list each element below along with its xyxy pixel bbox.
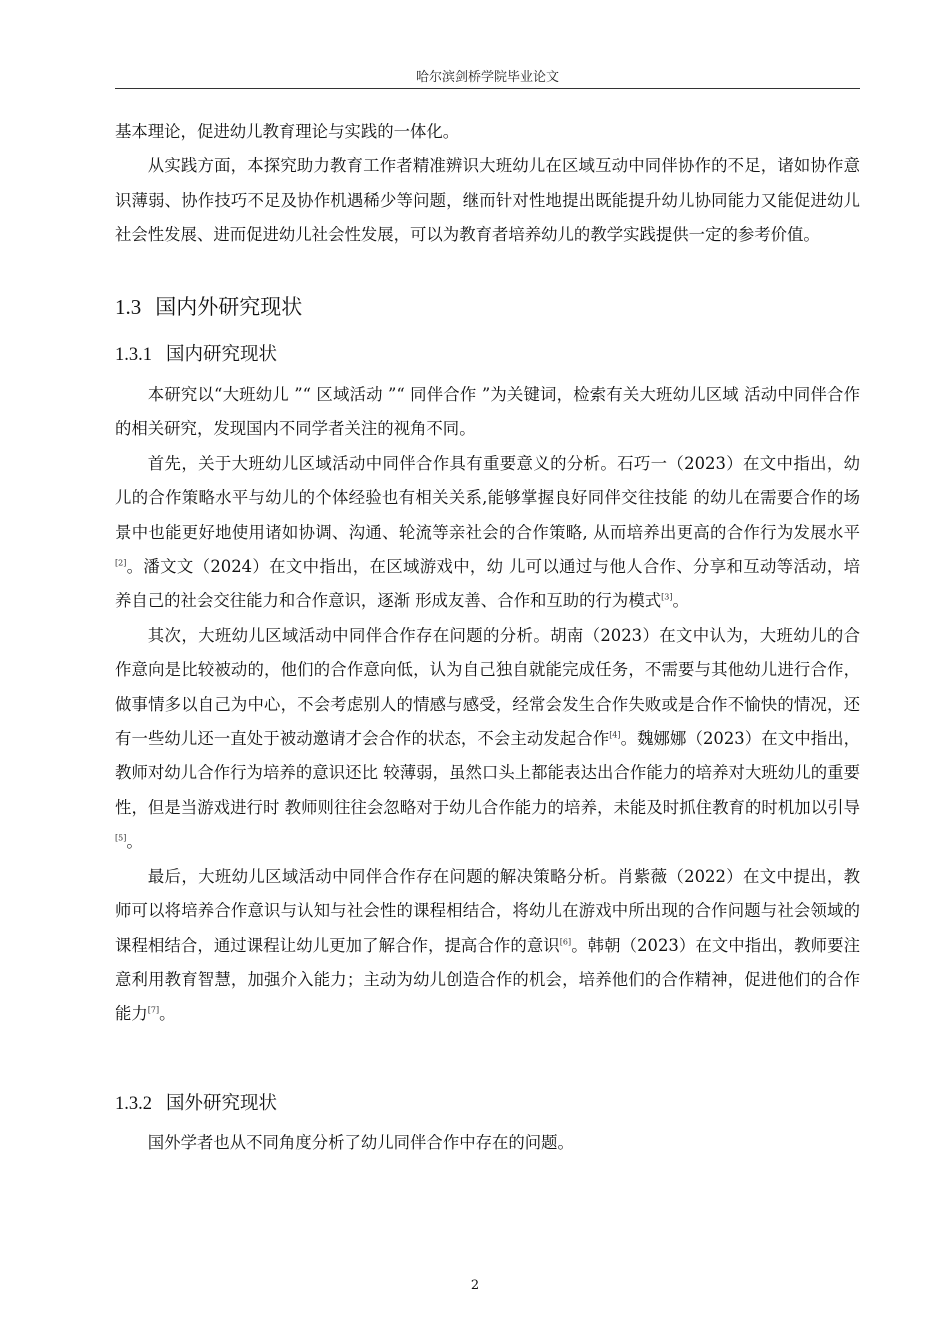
running-header: 哈尔滨剑桥学院毕业论文 <box>415 70 559 85</box>
heading-number: 1.3 <box>115 295 142 319</box>
paragraph <box>115 619 860 860</box>
header-rule <box>115 88 860 89</box>
paragraph <box>115 860 860 1032</box>
paragraph-text: 最后，大班幼儿区域活动中同伴合作存在问题的解决策略分析。肖紫薇（2022）在文中提出，教师可以将培养合作意识与认知与社会性的课程相结合，将幼儿在游戏中所出现的合作问题与社会领域的课程相结合，通过课程让幼儿更加了解合作，提高合作的意识 <box>115 866 860 955</box>
heading-text: 国外研究现状 <box>166 1093 278 1114</box>
paragraph-text: 其次，大班幼儿区域活动中同伴合作存在问题的分析。胡南（2023）在文中认为，大班幼儿的合作意向是比较被动的，他们的合作意向低，认为自己独自就能完成任务，不需要与其他幼儿进行合作，做事情多以自己为中心，不会考虑别人的情感与感受，经常会发生合作失败或是合作不愉快的情况，还有一些幼儿还一直处于被动邀请才会合作的状态，不会主动发起合作 <box>115 625 860 749</box>
citation: [7] <box>147 1005 160 1015</box>
paragraph-text: 。韩朝（2023）在文中指出，教师要注意利用教育智慧，加强介入能力；主动为幼儿创造合作的机会，培养他们的合作精神，促进他们的合作能力 <box>115 935 860 1024</box>
page-number: 2 <box>470 1278 480 1293</box>
heading-1-3 <box>115 290 302 324</box>
citation: [4] <box>609 730 621 740</box>
paragraph: 从实践方面，本探究助力教育工作者精准辨识大班幼儿在区域互动中同伴协作的不足，诸如协作意识薄弱、协作技巧不足及协作机遇稀少等问题，继而针对性地提出既能提升幼儿协同能力又能促进幼儿社会性发展、进而促进幼儿社会性发展，可以为教育者培养幼儿的教学实践提供一定的参考价值。 <box>115 156 860 245</box>
heading-1-3-1 <box>115 339 277 371</box>
paragraph-text: 。 <box>672 591 689 611</box>
heading-number: 1.3.1 <box>115 345 152 365</box>
paragraph: 国外学者也从不同角度分析了幼儿同伴合作中存在的问题。 <box>147 1133 574 1152</box>
heading-text: 国内外研究现状 <box>155 295 303 319</box>
section-domestic <box>115 378 860 1032</box>
paragraph-text: 。潘文文（2024）在文中指出，在区域游戏中，幼 儿可以通过与他人合作、分享和互动等活动，培养自己的社会交往能力和合作意识，逐渐 形成友善、合作和互助的行为模式 <box>115 557 860 611</box>
paragraph-text: 首先，关于大班幼儿区域活动中同伴合作具有重要意义的分析。石巧一（2023）在文中指出，幼儿的合作策略水平与幼儿的个体经验也有相关关系,能够掌握良好同伴交往技能 的幼儿在需要合作的场景中也能更好地使用诸如协调、沟通、轮流等亲社会的合作策略, 从而培养出更高的合作行为发展水平 <box>115 453 860 542</box>
heading-1-3-2 <box>115 1088 277 1120</box>
heading-number: 1.3.2 <box>115 1094 152 1114</box>
citation: [6] <box>559 937 572 947</box>
paragraph <box>115 447 860 619</box>
section-intro <box>115 115 860 253</box>
citation: [2] <box>115 558 127 568</box>
paragraph-text: 。魏娜娜（2023）在文中指出，教师对幼儿合作行为培养的意识还比 较薄弱，虽然口头上都能表达出合作能力的培养对大班幼儿的重要性，但是当游戏进行时 教师则往往会忽略对于幼儿合作能力的培养，未能及时抓住教育的时机加以引导 <box>115 729 860 817</box>
paragraph: 本研究以“大班幼儿 ”“ 区域活动 ”“ 同伴合作 ”为关键词，检索有关大班幼儿区域 活动中同伴合作的相关研究，发现国内不同学者关注的视角不同。 <box>115 385 860 439</box>
paragraph-text: 。 <box>126 832 143 852</box>
citation: [5] <box>115 833 127 843</box>
section-foreign <box>115 1126 860 1160</box>
citation: [3] <box>661 592 673 602</box>
heading-text: 国内研究现状 <box>166 344 278 365</box>
paragraph-text: 。 <box>159 1004 176 1024</box>
paragraph: 基本理论，促进幼儿教育理论与实践的一体化。 <box>115 122 460 141</box>
